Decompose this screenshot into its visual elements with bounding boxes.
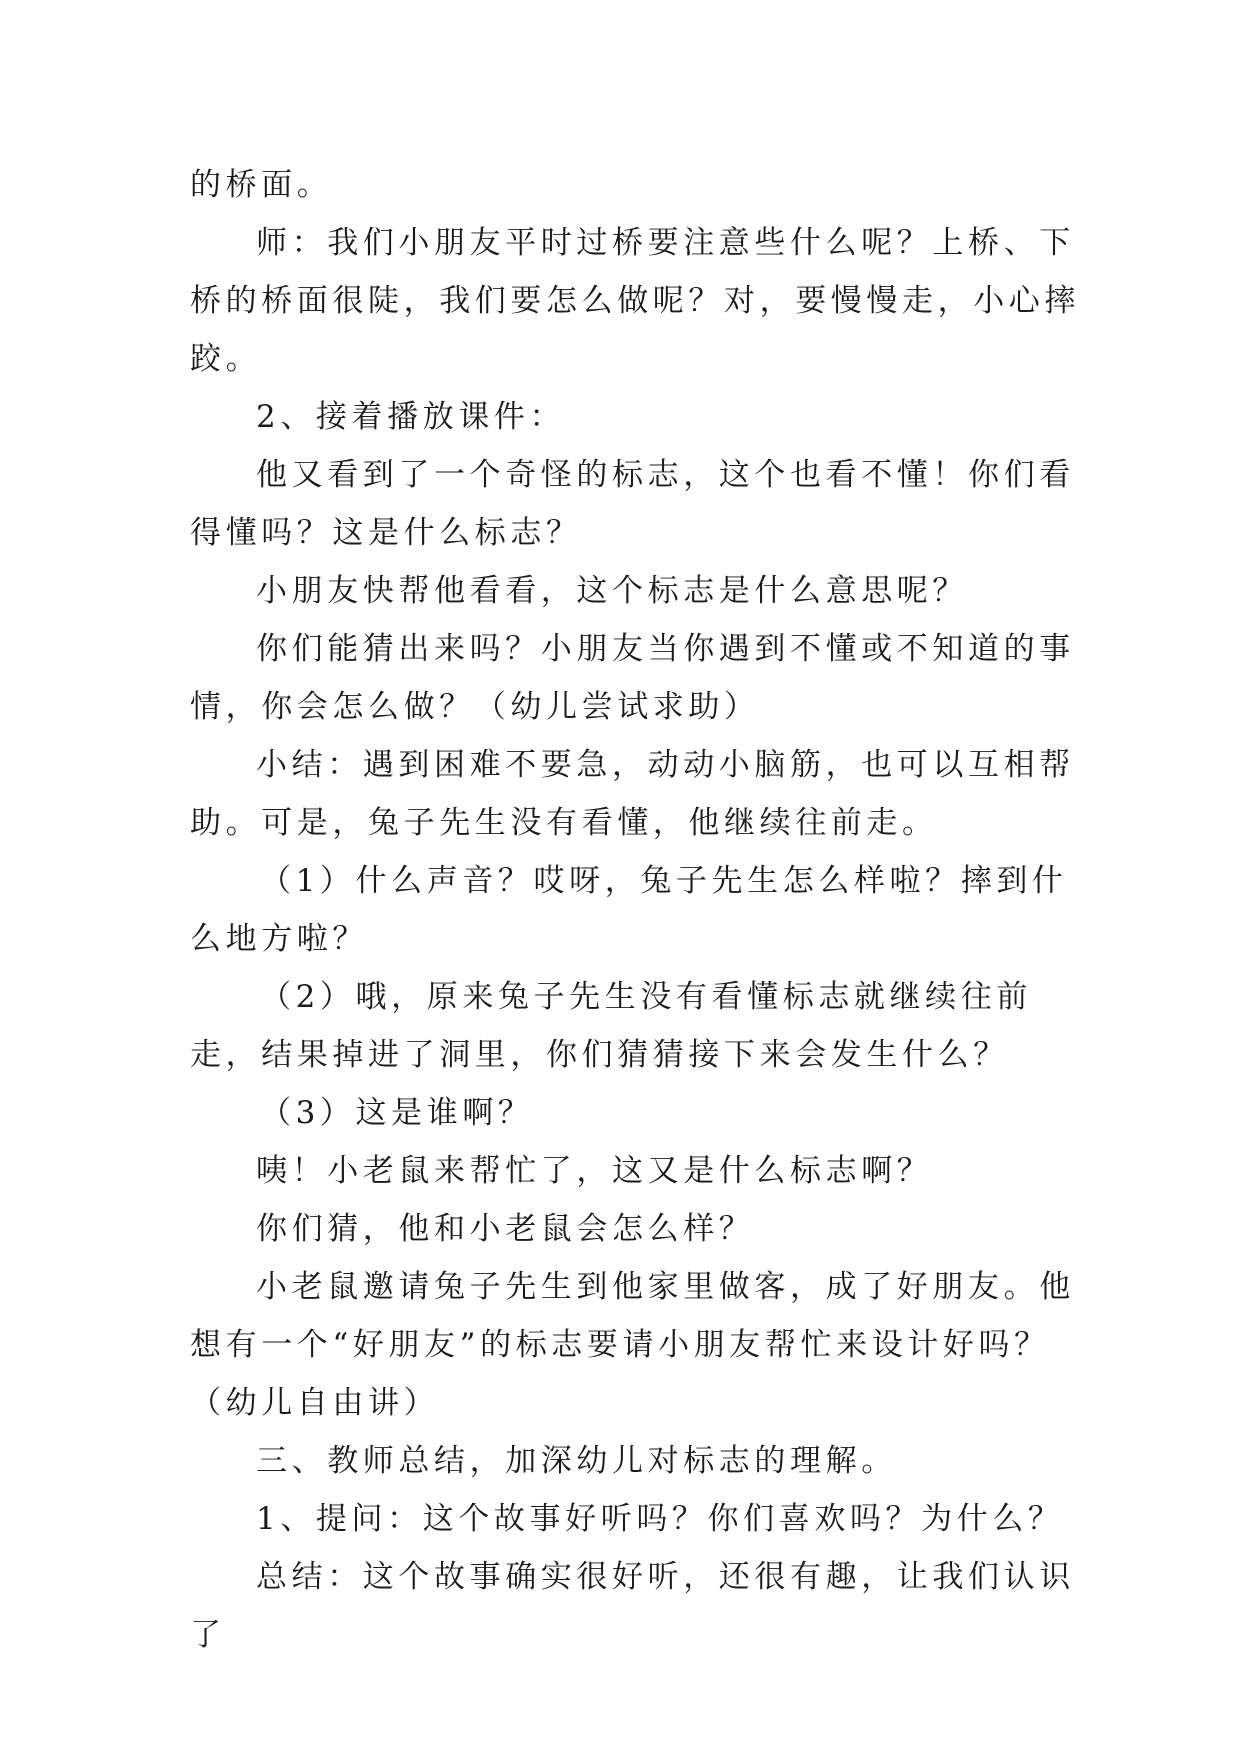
paragraph-16: 总结：这个故事确实很好听，还很有趣，让我们认识了 — [190, 1559, 1075, 1653]
body-text — [190, 156, 1090, 1664]
paragraph-2: 师：我们小朋友平时过桥要注意些什么呢？上桥、下桥的桥面很陡，我们要怎么做呢？对，要慢慢走，小心摔跤。 — [190, 225, 1080, 377]
paragraph-9: （2）哦，原来兔子先生没有看懂标志就继续往前走，结果掉进了洞里，你们猜猜接下来会发生什么？ — [190, 979, 1032, 1073]
paragraph-6: 你们能猜出来吗？小朋友当你遇到不懂或不知道的事情，你会怎么做？（幼儿尝试求助） — [190, 631, 1075, 725]
paragraph-5: 小朋友快帮他看看，这个标志是什么意思呢？ — [256, 573, 968, 609]
paragraph-7: 小结：遇到困难不要急，动动小脑筋，也可以互相帮助。可是，兔子先生没有看懂，他继续往前走。 — [190, 747, 1075, 841]
paragraph-13: 小老鼠邀请兔子先生到他家里做客，成了好朋友。他想有一个“好朋友”的标志要请小朋友帮忙来设计好吗？（幼儿自由讲） — [190, 1269, 1075, 1421]
paragraph-10: （3）这是谁啊？ — [260, 1095, 534, 1131]
paragraph-3: 2、接着播放课件： — [256, 399, 566, 435]
paragraph-4: 他又看到了一个奇怪的标志，这个也看不懂！你们看得懂吗？这是什么标志？ — [190, 457, 1075, 551]
paragraph-8: （1）什么声音？哎呀，兔子先生怎么样啦？摔到什么地方啦？ — [190, 863, 1068, 957]
paragraph-15: 1、提问：这个故事好听吗？你们喜欢吗？为什么？ — [256, 1501, 1064, 1537]
paragraph-1: 的桥面。 — [190, 167, 333, 203]
paragraph-14: 三、教师总结，加深幼儿对标志的理解。 — [256, 1443, 897, 1479]
paragraph-11: 咦！小老鼠来帮忙了，这又是什么标志啊？ — [256, 1153, 933, 1189]
paragraph-12: 你们猜，他和小老鼠会怎么样？ — [256, 1211, 755, 1247]
